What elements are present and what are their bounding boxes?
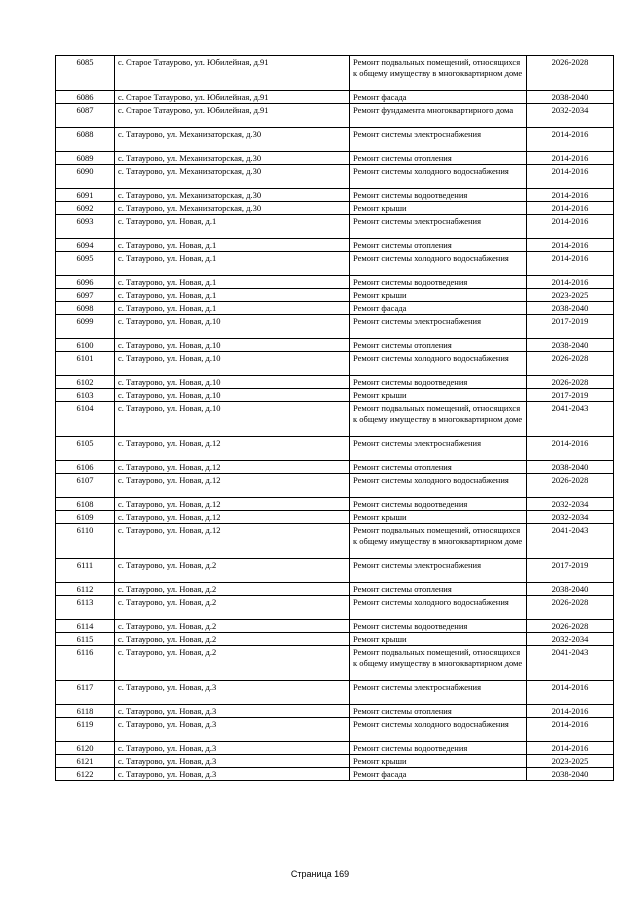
- address-cell: с. Татаурово, ул. Новая, д.3: [115, 755, 350, 768]
- address-cell: с. Татаурово, ул. Новая, д.1: [115, 276, 350, 289]
- row-number: 6103: [56, 389, 115, 402]
- row-number: 6115: [56, 633, 115, 646]
- table-row: [56, 128, 614, 152]
- row-number: 6108: [56, 498, 115, 511]
- period-cell: 2014-2016: [527, 705, 614, 718]
- table-row: [56, 189, 614, 202]
- address-cell: с. Татаурово, ул. Новая, д.2: [115, 633, 350, 646]
- row-number: 6112: [56, 583, 115, 596]
- work-type-cell: Ремонт системы электроснабжения: [350, 215, 527, 239]
- address-cell: с. Татаурово, ул. Новая, д.10: [115, 352, 350, 376]
- row-number: 6087: [56, 104, 115, 128]
- period-cell: 2026-2028: [527, 376, 614, 389]
- work-type-cell: Ремонт крыши: [350, 289, 527, 302]
- period-cell: 2026-2028: [527, 596, 614, 620]
- work-type-cell: Ремонт системы водоотведения: [350, 498, 527, 511]
- row-number: 6102: [56, 376, 115, 389]
- period-cell: 2014-2016: [527, 215, 614, 239]
- table-row: [56, 705, 614, 718]
- work-type-cell: Ремонт системы отопления: [350, 583, 527, 596]
- table-row: [56, 498, 614, 511]
- period-cell: 2038-2040: [527, 461, 614, 474]
- row-number: 6099: [56, 315, 115, 339]
- work-type-cell: Ремонт системы отопления: [350, 339, 527, 352]
- address-cell: с. Татаурово, ул. Новая, д.12: [115, 524, 350, 559]
- work-type-cell: Ремонт системы отопления: [350, 461, 527, 474]
- table-row: [56, 718, 614, 742]
- table-row: [56, 56, 614, 91]
- table-row: [56, 289, 614, 302]
- address-cell: с. Татаурово, ул. Новая, д.3: [115, 742, 350, 755]
- address-cell: с. Татаурово, ул. Механизаторская, д.30: [115, 165, 350, 189]
- period-cell: 2041-2043: [527, 402, 614, 437]
- address-cell: с. Татаурово, ул. Механизаторская, д.30: [115, 202, 350, 215]
- period-cell: 2038-2040: [527, 768, 614, 781]
- work-type-cell: Ремонт системы отопления: [350, 705, 527, 718]
- work-type-cell: Ремонт крыши: [350, 511, 527, 524]
- address-cell: с. Татаурово, ул. Новая, д.10: [115, 339, 350, 352]
- address-cell: с. Татаурово, ул. Новая, д.3: [115, 705, 350, 718]
- period-cell: 2041-2043: [527, 646, 614, 681]
- work-type-cell: Ремонт системы холодного водоснабжения: [350, 352, 527, 376]
- row-number: 6105: [56, 437, 115, 461]
- address-cell: с. Татаурово, ул. Новая, д.12: [115, 474, 350, 498]
- period-cell: 2041-2043: [527, 524, 614, 559]
- work-type-cell: Ремонт системы электроснабжения: [350, 315, 527, 339]
- address-cell: с. Татаурово, ул. Новая, д.10: [115, 389, 350, 402]
- row-number: 6091: [56, 189, 115, 202]
- address-cell: с. Татаурово, ул. Новая, д.10: [115, 315, 350, 339]
- table-row: [56, 315, 614, 339]
- work-type-cell: Ремонт крыши: [350, 202, 527, 215]
- row-number: 6107: [56, 474, 115, 498]
- work-type-cell: Ремонт системы холодного водоснабжения: [350, 596, 527, 620]
- address-cell: с. Татаурово, ул. Новая, д.1: [115, 239, 350, 252]
- period-cell: 2014-2016: [527, 437, 614, 461]
- period-cell: 2026-2028: [527, 474, 614, 498]
- row-number: 6086: [56, 91, 115, 104]
- row-number: 6109: [56, 511, 115, 524]
- address-cell: с. Татаурово, ул. Новая, д.12: [115, 461, 350, 474]
- work-type-cell: Ремонт системы отопления: [350, 239, 527, 252]
- table-row: [56, 768, 614, 781]
- table-row: [56, 302, 614, 315]
- period-cell: 2032-2034: [527, 511, 614, 524]
- work-type-cell: Ремонт крыши: [350, 755, 527, 768]
- table-row: [56, 755, 614, 768]
- address-cell: с. Татаурово, ул. Новая, д.3: [115, 768, 350, 781]
- row-number: 6094: [56, 239, 115, 252]
- row-number: 6092: [56, 202, 115, 215]
- row-number: 6116: [56, 646, 115, 681]
- address-cell: с. Татаурово, ул. Новая, д.12: [115, 511, 350, 524]
- address-cell: с. Татаурово, ул. Новая, д.2: [115, 559, 350, 583]
- table-row: [56, 276, 614, 289]
- table-row: [56, 583, 614, 596]
- address-cell: с. Татаурово, ул. Новая, д.10: [115, 376, 350, 389]
- table-row: [56, 239, 614, 252]
- period-cell: 2032-2034: [527, 633, 614, 646]
- period-cell: 2038-2040: [527, 339, 614, 352]
- address-cell: с. Старое Татаурово, ул. Юбилейная, д.91: [115, 56, 350, 91]
- table-row: [56, 742, 614, 755]
- row-number: 6118: [56, 705, 115, 718]
- table-row: [56, 252, 614, 276]
- row-number: 6096: [56, 276, 115, 289]
- address-cell: с. Татаурово, ул. Новая, д.1: [115, 215, 350, 239]
- address-cell: с. Татаурово, ул. Новая, д.2: [115, 620, 350, 633]
- work-type-cell: Ремонт фасада: [350, 302, 527, 315]
- work-type-cell: Ремонт подвальных помещений, относящихся к общему имуществу в многоквартирном доме: [350, 524, 527, 559]
- period-cell: 2014-2016: [527, 165, 614, 189]
- work-type-cell: Ремонт фундамента многоквартирного дома: [350, 104, 527, 128]
- row-number: 6119: [56, 718, 115, 742]
- table-row: [56, 376, 614, 389]
- table-row: [56, 165, 614, 189]
- address-cell: с. Татаурово, ул. Новая, д.3: [115, 681, 350, 705]
- page-number: Страница 169: [290, 869, 350, 879]
- table-row: [56, 152, 614, 165]
- work-type-cell: Ремонт системы водоотведения: [350, 189, 527, 202]
- table-row: [56, 91, 614, 104]
- work-type-cell: Ремонт системы электроснабжения: [350, 681, 527, 705]
- address-cell: с. Татаурово, ул. Новая, д.12: [115, 437, 350, 461]
- address-cell: с. Старое Татаурово, ул. Юбилейная, д.91: [115, 91, 350, 104]
- address-cell: с. Татаурово, ул. Новая, д.2: [115, 583, 350, 596]
- work-type-cell: Ремонт системы электроснабжения: [350, 559, 527, 583]
- row-number: 6121: [56, 755, 115, 768]
- address-cell: с. Старое Татаурово, ул. Юбилейная, д.91: [115, 104, 350, 128]
- address-cell: с. Татаурово, ул. Новая, д.3: [115, 718, 350, 742]
- address-cell: с. Татаурово, ул. Новая, д.10: [115, 402, 350, 437]
- work-type-cell: Ремонт подвальных помещений, относящихся к общему имуществу в многоквартирном доме: [350, 56, 527, 91]
- address-cell: с. Татаурово, ул. Новая, д.2: [115, 646, 350, 681]
- work-type-cell: Ремонт фасада: [350, 91, 527, 104]
- period-cell: 2014-2016: [527, 252, 614, 276]
- row-number: 6101: [56, 352, 115, 376]
- table-row: [56, 339, 614, 352]
- work-type-cell: Ремонт подвальных помещений, относящихся к общему имуществу в многоквартирном доме: [350, 402, 527, 437]
- row-number: 6097: [56, 289, 115, 302]
- table-row: [56, 681, 614, 705]
- table-row: [56, 474, 614, 498]
- work-type-cell: Ремонт системы электроснабжения: [350, 128, 527, 152]
- period-cell: 2014-2016: [527, 189, 614, 202]
- period-cell: 2017-2019: [527, 315, 614, 339]
- period-cell: 2014-2016: [527, 718, 614, 742]
- address-cell: с. Татаурово, ул. Новая, д.1: [115, 252, 350, 276]
- row-number: 6100: [56, 339, 115, 352]
- row-number: 6114: [56, 620, 115, 633]
- period-cell: 2014-2016: [527, 152, 614, 165]
- table-row: [56, 461, 614, 474]
- period-cell: 2026-2028: [527, 620, 614, 633]
- period-cell: 2014-2016: [527, 202, 614, 215]
- period-cell: 2038-2040: [527, 302, 614, 315]
- row-number: 6106: [56, 461, 115, 474]
- table-row: [56, 620, 614, 633]
- table-row: [56, 202, 614, 215]
- work-type-cell: Ремонт системы отопления: [350, 152, 527, 165]
- row-number: 6095: [56, 252, 115, 276]
- table-row: [56, 633, 614, 646]
- period-cell: 2014-2016: [527, 681, 614, 705]
- period-cell: 2014-2016: [527, 128, 614, 152]
- period-cell: 2023-2025: [527, 755, 614, 768]
- work-type-cell: Ремонт подвальных помещений, относящихся к общему имуществу в многоквартирном доме: [350, 646, 527, 681]
- table-row: [56, 352, 614, 376]
- row-number: 6090: [56, 165, 115, 189]
- address-cell: с. Татаурово, ул. Механизаторская, д.30: [115, 152, 350, 165]
- work-type-cell: Ремонт системы водоотведения: [350, 742, 527, 755]
- row-number: 6085: [56, 56, 115, 91]
- work-type-cell: Ремонт системы холодного водоснабжения: [350, 252, 527, 276]
- row-number: 6122: [56, 768, 115, 781]
- row-number: 6117: [56, 681, 115, 705]
- row-number: 6088: [56, 128, 115, 152]
- period-cell: 2014-2016: [527, 276, 614, 289]
- address-cell: с. Татаурово, ул. Новая, д.1: [115, 302, 350, 315]
- work-type-cell: Ремонт крыши: [350, 389, 527, 402]
- work-type-cell: Ремонт системы холодного водоснабжения: [350, 165, 527, 189]
- period-cell: 2017-2019: [527, 389, 614, 402]
- period-cell: 2038-2040: [527, 91, 614, 104]
- row-number: 6110: [56, 524, 115, 559]
- table-row: [56, 559, 614, 583]
- address-cell: с. Татаурово, ул. Новая, д.2: [115, 596, 350, 620]
- period-cell: 2026-2028: [527, 352, 614, 376]
- period-cell: 2023-2025: [527, 289, 614, 302]
- period-cell: 2032-2034: [527, 104, 614, 128]
- work-type-cell: Ремонт системы электроснабжения: [350, 437, 527, 461]
- address-cell: с. Татаурово, ул. Новая, д.1: [115, 289, 350, 302]
- period-cell: 2017-2019: [527, 559, 614, 583]
- row-number: 6104: [56, 402, 115, 437]
- period-cell: 2026-2028: [527, 56, 614, 91]
- row-number: 6113: [56, 596, 115, 620]
- period-cell: 2014-2016: [527, 742, 614, 755]
- row-number: 6111: [56, 559, 115, 583]
- address-cell: с. Татаурово, ул. Механизаторская, д.30: [115, 189, 350, 202]
- work-type-cell: Ремонт системы водоотведения: [350, 376, 527, 389]
- period-cell: 2014-2016: [527, 239, 614, 252]
- row-number: 6120: [56, 742, 115, 755]
- row-number: 6093: [56, 215, 115, 239]
- table-row: [56, 104, 614, 128]
- period-cell: 2032-2034: [527, 498, 614, 511]
- table-row: [56, 437, 614, 461]
- table-row: [56, 402, 614, 437]
- address-cell: с. Татаурово, ул. Механизаторская, д.30: [115, 128, 350, 152]
- table-row: [56, 215, 614, 239]
- repair-schedule-table: [55, 55, 614, 781]
- row-number: 6098: [56, 302, 115, 315]
- table-row: [56, 389, 614, 402]
- work-type-cell: Ремонт фасада: [350, 768, 527, 781]
- work-type-cell: Ремонт системы холодного водоснабжения: [350, 474, 527, 498]
- row-number: 6089: [56, 152, 115, 165]
- period-cell: 2038-2040: [527, 583, 614, 596]
- table-body: [56, 56, 614, 781]
- table-row: [56, 596, 614, 620]
- address-cell: с. Татаурово, ул. Новая, д.12: [115, 498, 350, 511]
- work-type-cell: Ремонт крыши: [350, 633, 527, 646]
- table-row: [56, 524, 614, 559]
- table-row: [56, 646, 614, 681]
- work-type-cell: Ремонт системы холодного водоснабжения: [350, 718, 527, 742]
- work-type-cell: Ремонт системы водоотведения: [350, 276, 527, 289]
- work-type-cell: Ремонт системы водоотведения: [350, 620, 527, 633]
- table-row: [56, 511, 614, 524]
